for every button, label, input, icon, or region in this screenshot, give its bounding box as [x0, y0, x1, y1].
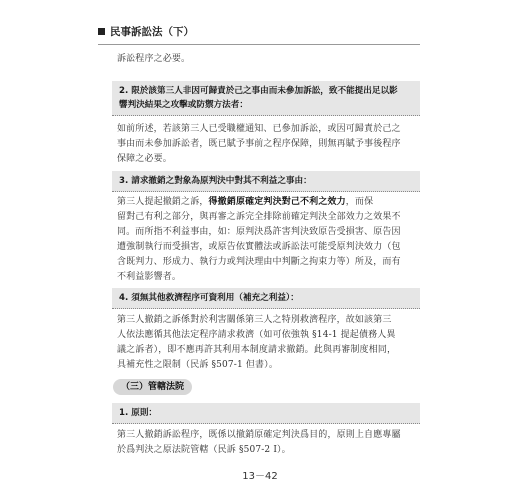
page-number: 13－42: [242, 471, 278, 482]
square-bullet-icon: [98, 28, 105, 35]
paragraph-5: 第三人撤銷訴訟程序，既係以撤銷原確定判決爲目的，原則上自應專屬 於爲判決之原法院管轄（民訴 §507-2 Ⅰ）。: [117, 430, 401, 455]
section-heading-jurisdiction: （三）管轄法院: [113, 379, 192, 395]
paragraph-3: 第三人提起撤銷之訴，得撤銷原確定判決對己不利之效力，而保 留對己有利之部分，與再審之訴完全排除前確定判決全部效力之效果不 同。而所指不利益事由，如：原判決爲許害判決致原告受損害、原告因 遭強制執行而受損害，或原告依實體法或訴訟法可能受原判決效力（包 含既判力、形成力、執行力或判決理由中判斷之拘束力等）所及，而有 不利益影響者。: [117, 197, 401, 282]
paragraph-continuation: 訴訟程序之必要。: [117, 54, 191, 64]
header-title: 民事訴訟法（下）: [110, 26, 194, 38]
running-header: [98, 24, 194, 39]
header-rule: [98, 44, 420, 45]
paragraph-2: 如前所述，若該第三人已受職權通知、已參加訴訟，或因可歸責於己之 事由而未參加訴訟者，既已賦予事前之程序保障，則無再賦予事後程序 保障之必要。: [117, 124, 401, 164]
point-heading-3: 3. 請求撤銷之對象為原判決中對其不利益之事由：: [112, 171, 420, 192]
paragraph-4: 第三人撤銷之訴係對於利害關係第三人之特別救濟程序，故如該第三 人依法應循其他法定程序請求救濟（如可依強執 §14-1 提起債務人異 議之訴者），即不應再許其利用本制度請求撤銷。此與再審制度相同， 具補充性之限制（民訴 §507-1 但書）。: [117, 315, 397, 370]
point-heading-1: 1. 原則：: [112, 403, 420, 424]
bold-emphasis: 得撤銷原確定判決對己不利之效力: [208, 197, 346, 207]
point-heading-2: 2. 限於該第三人非因可歸責於己之事由而未參加訴訟，致不能提出足以影 響判決結果之攻擊或防禦方法者：: [112, 81, 420, 116]
point-heading-4: 4. 須無其他救濟程序可資利用（補充之利益）：: [112, 288, 420, 309]
